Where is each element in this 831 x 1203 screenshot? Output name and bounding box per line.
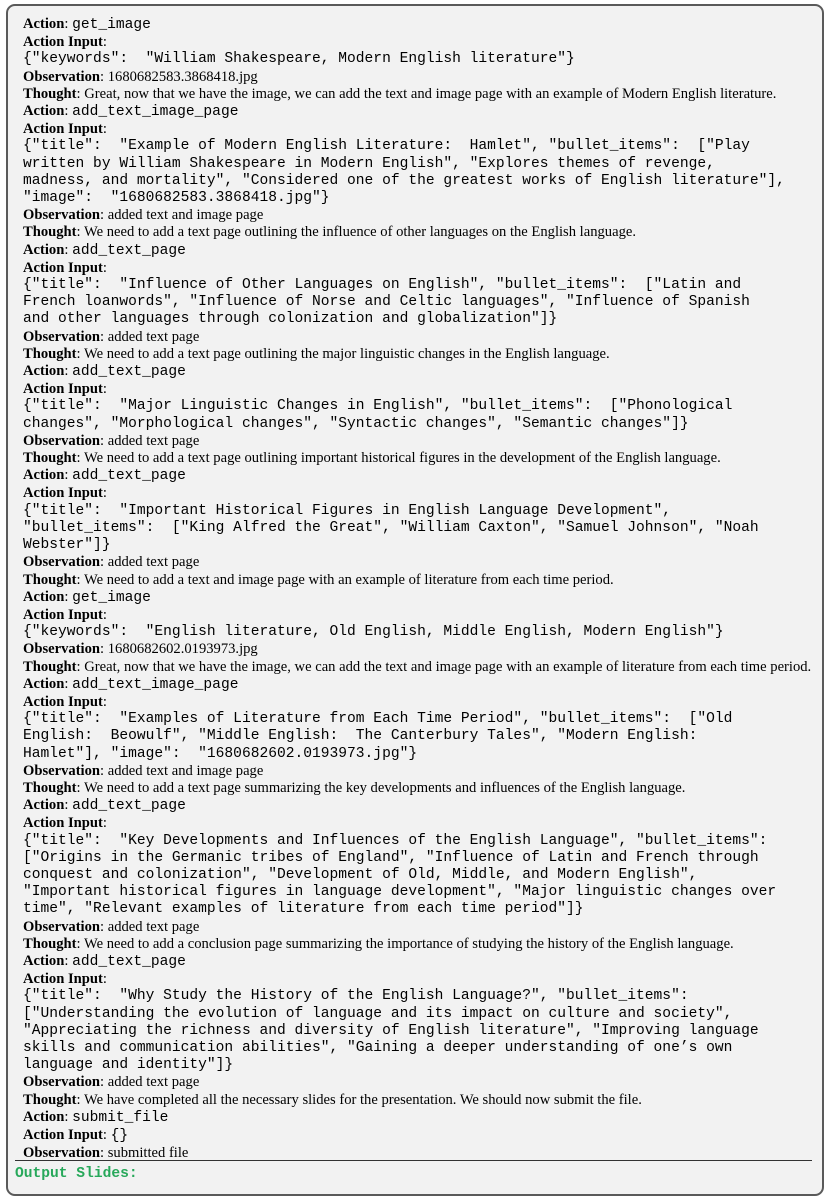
observation-label: Observation	[23, 641, 101, 658]
log-entry-action-input	[23, 694, 823, 711]
observation-label: Observation	[23, 1145, 101, 1162]
observation-value: 1680682583.3868418.jpg	[107, 68, 258, 85]
thought-label: Thought	[23, 1091, 77, 1108]
observation-label: Observation	[23, 918, 101, 935]
observation-label: Observation	[23, 328, 101, 345]
label-colon: :	[64, 363, 73, 380]
log-entry-thought	[23, 780, 823, 797]
action-value: add_text_page	[72, 242, 186, 259]
log-entry-observation	[23, 69, 823, 86]
log-entry-thought	[23, 936, 823, 953]
log-entry-action	[23, 676, 823, 694]
agent-log	[23, 16, 823, 1162]
thought-label: Thought	[23, 779, 77, 796]
action-label: Action	[23, 241, 65, 258]
action-input-code-line: skills and communication abilities", "Gaining a deeper understanding of one’s own	[23, 1039, 733, 1056]
log-entry-thought-wrap	[23, 659, 823, 676]
label-colon: :	[64, 16, 73, 32]
log-entry-observation	[23, 919, 823, 936]
log-entry-action	[23, 103, 823, 121]
action-input-label: Action Input	[23, 485, 103, 502]
label-colon: :	[64, 588, 73, 605]
action-input-code-line: conquest and colonization", "Development of Old, Middle, and Modern English",	[23, 866, 698, 883]
observation-label: Observation	[23, 432, 101, 449]
thought-label: Thought	[23, 658, 77, 675]
log-entry-action-input	[23, 121, 823, 138]
action-value: add_text_page	[72, 468, 186, 485]
log-entry-action	[23, 467, 823, 485]
log-entry-observation	[23, 329, 823, 346]
action-input-code-line: English: Beowulf", "Middle English: The Canterbury Tales", "Modern English:	[23, 728, 698, 745]
action-label: Action	[23, 103, 65, 120]
log-entry-action	[23, 363, 823, 381]
action-input-code-line: {"title": "Key Developments and Influences of the English Language", "bullet_items":	[23, 832, 768, 849]
label-colon: :	[102, 485, 111, 502]
action-input-code-line: {"keywords": "William Shakespeare, Modern English literature"}	[23, 51, 575, 68]
log-entry-thought	[23, 224, 823, 241]
action-value: add_text_page	[72, 953, 186, 970]
label-colon: :	[76, 935, 84, 952]
label-colon: :	[100, 918, 108, 935]
action-input-code-line: French loanwords", "Influence of Norse and Celtic languages", "Influence of Spanish	[23, 294, 750, 311]
thought-value: We need to add a text page outlining the influence of other languages on the English language.	[84, 224, 636, 241]
observation-value: added text page	[107, 1074, 200, 1091]
log-entry-action	[23, 953, 823, 971]
thought-value: We need to add a text and image page with an example of literature from each time period.	[84, 571, 614, 588]
thought-label: Thought	[23, 450, 77, 467]
log-entry-action-input	[23, 971, 823, 988]
label-colon: :	[100, 1145, 108, 1162]
thought-value: We need to add a text page summarizing the key developments and influences of the English language.	[84, 779, 686, 796]
log-entry-observation	[23, 1074, 823, 1091]
log-entry-thought	[23, 86, 823, 103]
action-input-code-line: {"title": "Important Historical Figures in English Language Development",	[23, 502, 672, 519]
action-input-code-line: "image": "1680682583.3868418.jpg"}	[23, 190, 330, 207]
observation-value: 1680682602.0193973.jpg	[107, 641, 258, 658]
action-input-code-line: changes", "Morphological changes", "Syntactic changes", "Semantic changes"]}	[23, 415, 689, 432]
label-colon: :	[100, 762, 108, 779]
action-input-label: Action Input	[23, 381, 103, 398]
label-colon: :	[64, 675, 73, 692]
log-entry-observation	[23, 554, 823, 571]
output-slides-label: Output Slides:	[15, 1166, 138, 1182]
action-input-code-line: Hamlet"], "image": "1680682602.0193973.jpg"}	[23, 745, 418, 762]
action-value: add_text_page	[72, 364, 186, 381]
thought-label: Thought	[23, 935, 77, 952]
action-input-label: Action Input	[23, 606, 103, 623]
action-label: Action	[23, 467, 65, 484]
action-input-label: Action Input	[23, 121, 103, 138]
action-value: add_text_image_page	[72, 104, 239, 121]
label-colon: :	[64, 241, 73, 258]
observation-label: Observation	[23, 554, 101, 571]
action-label: Action	[23, 1108, 65, 1125]
thought-value: We need to add a text page outlining important historical figures in the development of the English language.	[84, 450, 721, 467]
action-input-code-line: {"title": "Why Study the History of the English Language?", "bullet_items":	[23, 988, 689, 1005]
log-entry-observation	[23, 433, 823, 450]
log-entry-action-input	[23, 815, 823, 832]
action-input-code-line: {"title": "Influence of Other Languages on English", "bullet_items": ["Latin and	[23, 277, 742, 294]
label-colon: :	[64, 467, 73, 484]
log-entry-thought	[23, 1092, 823, 1109]
log-entry-observation	[23, 207, 823, 224]
action-input-code-line: {"title": "Major Linguistic Changes in English", "bullet_items": ["Phonological	[23, 398, 733, 415]
observation-label: Observation	[23, 68, 101, 85]
action-input-code-line: ["Understanding the evolution of language and its impact on culture and society",	[23, 1005, 733, 1022]
label-colon: :	[76, 1091, 84, 1108]
log-entry-action	[23, 242, 823, 260]
observation-label: Observation	[23, 207, 101, 224]
action-value: get_image	[72, 589, 151, 606]
log-entry-observation	[23, 763, 823, 780]
action-label: Action	[23, 363, 65, 380]
action-label: Action	[23, 588, 65, 605]
thought-label: Thought	[23, 224, 77, 241]
action-input-label: Action Input	[23, 693, 103, 710]
action-input-code-line: {"keywords": "English literature, Old English, Middle English, Modern English"}	[23, 624, 724, 641]
observation-value: added text and image page	[107, 762, 264, 779]
log-entry-observation	[23, 641, 823, 658]
thought-value: We need to add a text page outlining the major linguistic changes in the English language.	[84, 345, 610, 362]
label-colon: :	[76, 779, 84, 796]
label-colon: :	[64, 1108, 73, 1125]
log-entry-action-input_inline	[23, 1127, 823, 1145]
label-colon: :	[100, 1074, 108, 1091]
label-colon: :	[76, 85, 85, 102]
observation-value: added text page	[107, 432, 200, 449]
observation-value: added text page	[107, 918, 200, 935]
log-entry-thought	[23, 572, 823, 589]
action-input-code-line: madness, and mortality", "Considered one of the greatest works of English literature"],	[23, 172, 785, 189]
action-label: Action	[23, 16, 65, 32]
action-input-label: Action Input	[23, 815, 103, 832]
thought-value: Great, now that we have the image, we can add the text and image page with an example of Modern English literature.	[84, 85, 777, 102]
log-entry-action	[23, 1109, 823, 1127]
observation-value: added text page	[107, 328, 200, 345]
log-entry-action-input	[23, 260, 823, 277]
label-colon: :	[100, 554, 108, 571]
label-colon: :	[76, 658, 85, 675]
action-input-label: Action Input	[23, 34, 103, 51]
label-colon: :	[100, 432, 108, 449]
log-entry-action-input	[23, 34, 823, 51]
action-input_inline-value: {}	[110, 1128, 129, 1144]
action-value: get_image	[72, 17, 151, 33]
observation-value: added text page	[107, 554, 200, 571]
label-colon: :	[102, 1127, 111, 1143]
label-colon: :	[76, 224, 84, 241]
agent-log-panel	[6, 4, 824, 1196]
action-input-code-line: "bullet_items": ["King Alfred the Great", "William Caxton", "Samuel Johnson", "Noah	[23, 519, 759, 536]
action-label: Action	[23, 675, 65, 692]
action-input-code-line: written by William Shakespeare in Modern English", "Explores themes of revenge,	[23, 155, 715, 172]
action-input-code-line: Webster"]}	[23, 537, 111, 554]
log-entry-action-input	[23, 485, 823, 502]
log-entry-action-input	[23, 607, 823, 624]
label-colon: :	[102, 693, 111, 710]
log-entry-action	[23, 589, 823, 607]
label-colon: :	[64, 103, 73, 120]
action-input-code-line: "Appreciating the richness and diversity of English literature", "Improving language	[23, 1022, 759, 1039]
label-colon: :	[102, 259, 111, 276]
label-colon: :	[102, 606, 111, 623]
thought-label: Thought	[23, 345, 77, 362]
action-value: submit_file	[72, 1109, 169, 1126]
label-colon: :	[102, 381, 111, 398]
action-input-code-line: time", "Relevant examples of literature from each time period"]}	[23, 901, 584, 918]
label-colon: :	[64, 952, 73, 969]
label-colon: :	[102, 34, 111, 51]
observation-value: added text and image page	[107, 207, 264, 224]
label-colon: :	[76, 345, 84, 362]
action-input-label: Action Input	[23, 1127, 103, 1143]
log-entry-action	[23, 797, 823, 815]
label-colon: :	[102, 971, 111, 988]
thought-wrap-value: Great, now that we have the image, we can add the text and image page with an example of literature from each time period.	[84, 658, 812, 675]
action-value: add_text_image_page	[72, 676, 239, 693]
log-entry-thought	[23, 450, 823, 467]
action-input-label: Action Input	[23, 259, 103, 276]
label-colon: :	[100, 641, 108, 658]
action-input-code-line: {"title": "Examples of Literature from Each Time Period", "bullet_items": ["Old	[23, 711, 733, 728]
divider	[15, 1160, 812, 1161]
log-entry-action	[23, 16, 823, 34]
action-label: Action	[23, 952, 65, 969]
label-colon: :	[100, 207, 108, 224]
label-colon: :	[100, 328, 108, 345]
action-label: Action	[23, 797, 65, 814]
observation-label: Observation	[23, 762, 101, 779]
log-entry-thought	[23, 346, 823, 363]
label-colon: :	[76, 571, 84, 588]
action-input-label: Action Input	[23, 971, 103, 988]
observation-value: submitted file	[107, 1145, 189, 1162]
action-input-code-line: "Important historical figures in language development", "Major linguistic changes over	[23, 884, 777, 901]
observation-label: Observation	[23, 1074, 101, 1091]
label-colon: :	[100, 68, 108, 85]
label-colon: :	[102, 815, 111, 832]
log-entry-action-input	[23, 381, 823, 398]
thought-value: We need to add a conclusion page summarizing the importance of studying the history of the English language.	[84, 935, 734, 952]
thought-label: Thought	[23, 85, 77, 102]
action-value: add_text_page	[72, 798, 186, 815]
thought-value: We have completed all the necessary slides for the presentation. We should now submit the file.	[84, 1091, 642, 1108]
action-input-code-line: {"title": "Example of Modern English Literature: Hamlet", "bullet_items": ["Play	[23, 138, 750, 155]
label-colon: :	[102, 121, 111, 138]
label-colon: :	[64, 797, 73, 814]
action-input-code-line: language and identity"]}	[23, 1057, 234, 1074]
label-colon: :	[76, 450, 84, 467]
action-input-code-line: and other languages through colonization and globalization"]}	[23, 311, 558, 328]
thought-label: Thought	[23, 571, 77, 588]
action-input-code-line: ["Origins in the Germanic tribes of England", "Influence of Latin and French through	[23, 849, 759, 866]
